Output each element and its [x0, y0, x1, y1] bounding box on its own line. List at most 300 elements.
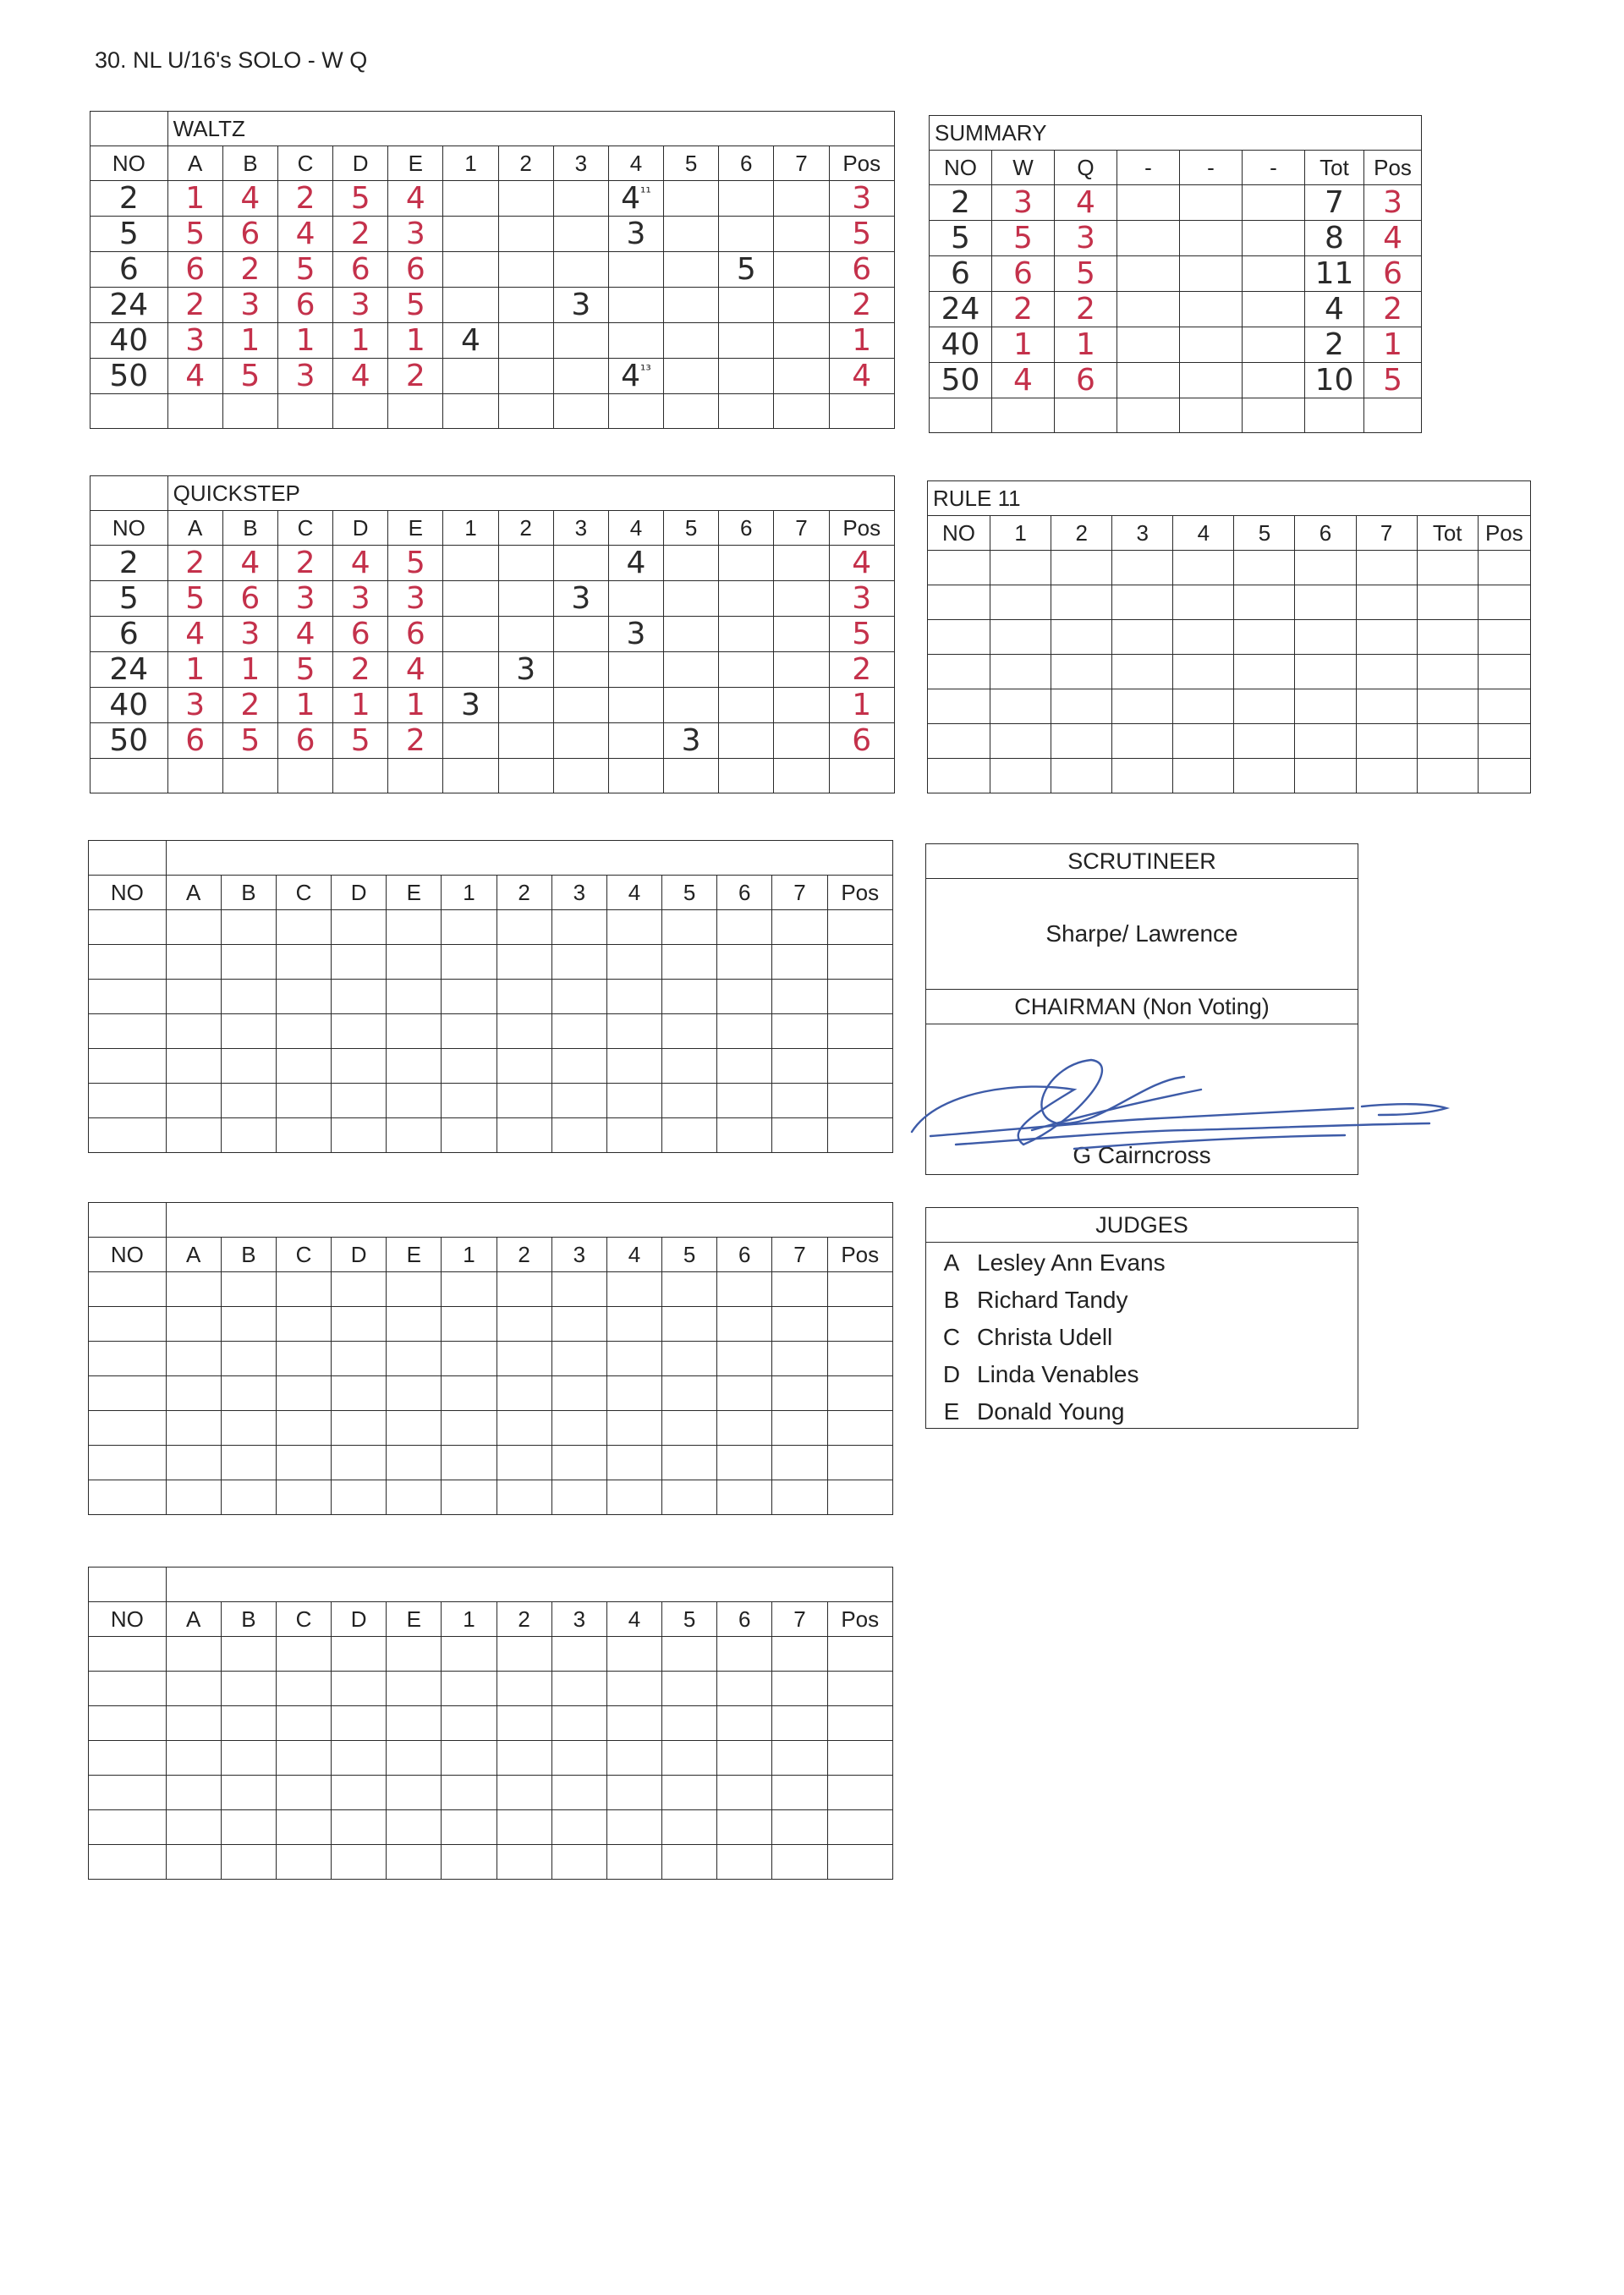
column-header: B	[221, 1602, 276, 1637]
table-row	[89, 1307, 893, 1342]
empty-cell	[1117, 327, 1180, 363]
empty-cell	[827, 1342, 893, 1376]
column-header: Pos	[1364, 151, 1422, 185]
column-header: 7	[774, 511, 829, 546]
judge-mark: 3	[167, 688, 222, 723]
empty-cell	[166, 1741, 221, 1776]
empty-cell	[928, 620, 990, 655]
empty-cell	[1295, 551, 1356, 585]
column-header: C	[277, 511, 332, 546]
empty-cell	[166, 1672, 221, 1706]
empty-cell	[717, 1014, 772, 1049]
empty-cell	[717, 980, 772, 1014]
judge-mark: 1	[333, 323, 388, 359]
tally-cell	[774, 217, 829, 252]
column-header: 5	[664, 146, 719, 181]
empty-cell	[608, 394, 663, 429]
competitor-number: 50	[91, 723, 168, 759]
table-row	[930, 363, 1422, 398]
empty-cell	[772, 1706, 827, 1741]
empty-cell	[772, 910, 827, 945]
empty-cell	[608, 759, 663, 793]
column-header: 6	[719, 511, 774, 546]
empty-cell	[606, 1776, 661, 1810]
empty-cell	[717, 1741, 772, 1776]
empty-cell	[276, 1480, 331, 1515]
empty-cell	[89, 1845, 167, 1880]
tally-cell: $4^{^{13}}$	[608, 359, 663, 394]
total-cell: 8	[1305, 221, 1364, 256]
tally-cell	[664, 217, 719, 252]
empty-cell	[551, 1118, 606, 1153]
tally-cell	[719, 617, 774, 652]
column-header: 5	[664, 511, 719, 546]
tally-cell	[774, 546, 829, 581]
tally-cell	[608, 288, 663, 323]
empty-cell	[1478, 655, 1530, 689]
empty-cell	[387, 1307, 442, 1342]
empty-cell	[606, 1084, 661, 1118]
empty-cell	[1234, 655, 1295, 689]
empty-cell	[387, 945, 442, 980]
tally-cell	[608, 652, 663, 688]
tally-cell	[608, 723, 663, 759]
position-cell: 1	[829, 323, 895, 359]
judge-mark: 3	[222, 617, 277, 652]
empty-cell	[497, 1741, 551, 1776]
empty-cell	[166, 1845, 221, 1880]
empty-cell	[89, 910, 167, 945]
tally-cell	[553, 252, 608, 288]
tally-cell	[719, 652, 774, 688]
judge-mark: 5	[388, 546, 443, 581]
judge-letter: E	[943, 1398, 960, 1425]
position-cell: 4	[829, 546, 895, 581]
empty-cell	[276, 1014, 331, 1049]
empty-cell	[1117, 363, 1180, 398]
empty-cell	[1112, 655, 1173, 689]
empty-cell	[221, 1014, 276, 1049]
empty-cell	[772, 1480, 827, 1515]
empty-cell	[332, 1706, 387, 1741]
table-row	[89, 1049, 893, 1084]
empty-cell	[89, 1672, 167, 1706]
judge-mark: 1	[277, 688, 332, 723]
empty-cell	[497, 945, 551, 980]
empty-cell	[551, 1411, 606, 1446]
column-header: 7	[1356, 516, 1417, 551]
column-header: 1	[442, 876, 497, 910]
empty-cell	[827, 1014, 893, 1049]
empty-cell	[497, 1014, 551, 1049]
empty-cell	[662, 1342, 717, 1376]
empty-cell	[497, 1272, 551, 1307]
table-row	[89, 945, 893, 980]
position-cell: 4	[829, 359, 895, 394]
empty-cell	[772, 1049, 827, 1084]
quickstep-place: 3	[1055, 221, 1117, 256]
empty-cell	[332, 1446, 387, 1480]
rule11-title: RULE 11	[928, 481, 1531, 516]
tally-cell: 3	[608, 617, 663, 652]
empty-cell	[772, 1776, 827, 1810]
judge-mark: 5	[388, 288, 443, 323]
empty-cell	[772, 1118, 827, 1153]
empty-cell	[772, 1810, 827, 1845]
judge-mark: 4	[222, 546, 277, 581]
judge-mark: 3	[167, 323, 222, 359]
tally-cell	[498, 723, 553, 759]
column-header: 2	[498, 146, 553, 181]
judge-mark: 5	[277, 252, 332, 288]
empty-cell	[1173, 551, 1234, 585]
column-header: Pos	[1478, 516, 1530, 551]
column-header: 6	[719, 146, 774, 181]
column-header: A	[166, 1238, 221, 1272]
summary-title: SUMMARY	[930, 116, 1422, 151]
empty-cell	[551, 1446, 606, 1480]
table-row	[91, 181, 895, 217]
empty-cell	[827, 1411, 893, 1446]
tally-cell	[719, 546, 774, 581]
table-row	[91, 217, 895, 252]
judge-mark: 1	[388, 323, 443, 359]
empty-cell	[276, 1307, 331, 1342]
table-corner	[91, 112, 168, 146]
table-row	[89, 1776, 893, 1810]
empty-cell	[1478, 689, 1530, 724]
judge-mark: 6	[167, 723, 222, 759]
empty-cell	[221, 1637, 276, 1672]
column-header: 7	[772, 1238, 827, 1272]
empty-cell	[276, 1272, 331, 1307]
empty-cell	[717, 1272, 772, 1307]
table-row	[91, 652, 895, 688]
table-row	[91, 617, 895, 652]
chairman-label: CHAIRMAN (Non Voting)	[926, 989, 1358, 1024]
column-header: 3	[553, 511, 608, 546]
tally-cell	[608, 323, 663, 359]
position-cell: 5	[829, 617, 895, 652]
empty-cell	[551, 1672, 606, 1706]
empty-cell	[606, 1342, 661, 1376]
empty-cell	[387, 1084, 442, 1118]
empty-cell	[497, 1810, 551, 1845]
empty-cell	[990, 759, 1051, 793]
tally-cell	[719, 323, 774, 359]
tally-cell	[608, 581, 663, 617]
column-header: 2	[497, 1238, 551, 1272]
judge-name: Donald Young	[977, 1398, 1125, 1425]
empty-cell	[276, 1411, 331, 1446]
table-row	[930, 221, 1422, 256]
tally-cell	[498, 581, 553, 617]
tally-cell: 5	[719, 252, 774, 288]
empty-cell	[497, 1307, 551, 1342]
empty-cell	[772, 1307, 827, 1342]
empty-cell	[772, 1084, 827, 1118]
empty-cell	[1295, 620, 1356, 655]
column-header: E	[388, 511, 443, 546]
empty-cell	[606, 1845, 661, 1880]
empty-cell	[1173, 655, 1234, 689]
empty-cell	[551, 910, 606, 945]
empty-cell	[166, 1342, 221, 1376]
empty-cell	[553, 759, 608, 793]
tally-cell: 3	[443, 688, 498, 723]
empty-cell	[990, 689, 1051, 724]
empty-cell	[829, 394, 895, 429]
column-header: NO	[91, 511, 168, 546]
empty-cell	[662, 1014, 717, 1049]
empty-cell	[829, 759, 895, 793]
empty-cell	[772, 1672, 827, 1706]
judge-mark: 1	[333, 688, 388, 723]
column-header: 5	[662, 876, 717, 910]
empty-cell	[1112, 585, 1173, 620]
empty-cell	[1417, 759, 1478, 793]
empty-cell	[89, 1446, 167, 1480]
empty-cell	[827, 1845, 893, 1880]
judge-mark: 4	[388, 181, 443, 217]
empty-cell	[551, 1376, 606, 1411]
empty-cell	[772, 980, 827, 1014]
table-row	[91, 688, 895, 723]
judge-mark: 6	[277, 723, 332, 759]
position-cell: 5	[1364, 363, 1422, 398]
column-header: E	[388, 146, 443, 181]
table-row	[930, 292, 1422, 327]
empty-cell	[277, 759, 332, 793]
empty-cell	[1243, 221, 1305, 256]
tally-cell	[498, 359, 553, 394]
empty-cell	[662, 1376, 717, 1411]
empty-cell	[387, 1118, 442, 1153]
empty-cell	[717, 1480, 772, 1515]
table-row	[89, 1014, 893, 1049]
column-header: 7	[772, 876, 827, 910]
judge-mark: 5	[333, 723, 388, 759]
tally-cell	[498, 323, 553, 359]
empty-cell	[1234, 724, 1295, 759]
scrutineer-name: Sharpe/ Lawrence	[1045, 920, 1238, 947]
empty-cell	[1243, 292, 1305, 327]
empty-cell	[717, 1446, 772, 1480]
judge-letter: D	[942, 1361, 961, 1387]
table-row	[89, 1672, 893, 1706]
empty-cell	[89, 1637, 167, 1672]
empty-cell	[387, 1672, 442, 1706]
column-header: NO	[89, 1238, 167, 1272]
empty-cell	[276, 1845, 331, 1880]
column-header: C	[277, 146, 332, 181]
empty-cell	[1417, 585, 1478, 620]
empty-cell	[990, 620, 1051, 655]
judge-mark: 1	[222, 323, 277, 359]
empty-cell	[221, 1741, 276, 1776]
empty-cell	[276, 1049, 331, 1084]
judge-mark: 2	[388, 359, 443, 394]
competitor-number: 2	[91, 181, 168, 217]
empty-cell	[221, 1342, 276, 1376]
column-header: 6	[717, 1602, 772, 1637]
tally-cell	[443, 617, 498, 652]
empty-cell	[1364, 398, 1422, 433]
empty-cell	[992, 398, 1055, 433]
empty-cell	[772, 1014, 827, 1049]
empty-cell	[662, 1672, 717, 1706]
empty-cell	[606, 1672, 661, 1706]
empty-cell	[774, 759, 829, 793]
empty-cell	[166, 1810, 221, 1845]
blank-dance-table	[88, 1567, 893, 1880]
empty-cell	[551, 1776, 606, 1810]
empty-cell	[606, 1741, 661, 1776]
empty-cell	[89, 1084, 167, 1118]
empty-cell	[277, 394, 332, 429]
waltz-place: 2	[992, 292, 1055, 327]
empty-cell	[497, 1049, 551, 1084]
empty-cell	[990, 585, 1051, 620]
empty-cell	[276, 1446, 331, 1480]
empty-cell	[664, 759, 719, 793]
empty-cell	[827, 1307, 893, 1342]
judge-name: Linda Venables	[977, 1361, 1139, 1387]
waltz-place: 5	[992, 221, 1055, 256]
tally-cell	[664, 359, 719, 394]
competitor-number: 24	[930, 292, 992, 327]
empty-cell	[89, 980, 167, 1014]
competitor-number: 50	[930, 363, 992, 398]
empty-cell	[717, 1845, 772, 1880]
empty-cell	[442, 1480, 497, 1515]
empty-cell	[333, 759, 388, 793]
tally-cell	[664, 581, 719, 617]
empty-cell	[990, 724, 1051, 759]
judge-row	[926, 1282, 1358, 1319]
empty-cell	[89, 1014, 167, 1049]
total-cell: 11	[1305, 256, 1364, 292]
empty-cell	[1243, 327, 1305, 363]
column-header: Tot	[1417, 516, 1478, 551]
column-header: Pos	[829, 146, 895, 181]
empty-cell	[276, 1342, 331, 1376]
tally-cell: 3	[498, 652, 553, 688]
table-row	[89, 1411, 893, 1446]
blank-dance-table	[88, 840, 893, 1153]
empty-cell	[827, 945, 893, 980]
judge-row	[926, 1319, 1358, 1356]
empty-cell	[221, 1049, 276, 1084]
judge-mark: 3	[222, 288, 277, 323]
competitor-number: 6	[930, 256, 992, 292]
empty-cell	[276, 945, 331, 980]
table-row	[89, 1741, 893, 1776]
tally-cell	[774, 252, 829, 288]
table-row	[91, 723, 895, 759]
judge-letter: A	[943, 1249, 960, 1276]
judge-mark: 6	[333, 617, 388, 652]
column-header: 3	[551, 1602, 606, 1637]
empty-cell	[388, 759, 443, 793]
tally-cell	[719, 288, 774, 323]
empty-cell	[662, 1307, 717, 1342]
empty-cell	[827, 1049, 893, 1084]
column-header: C	[276, 1602, 331, 1637]
competitor-number: 24	[91, 288, 168, 323]
judge-mark: 5	[167, 217, 222, 252]
empty-cell	[928, 724, 990, 759]
judge-mark: 2	[388, 723, 443, 759]
empty-cell	[1051, 585, 1112, 620]
empty-cell	[928, 759, 990, 793]
empty-cell	[1478, 620, 1530, 655]
empty-cell	[606, 1272, 661, 1307]
empty-cell	[332, 1084, 387, 1118]
empty-cell	[717, 1084, 772, 1118]
judge-mark: 4	[277, 617, 332, 652]
waltz-place: 3	[992, 185, 1055, 221]
empty-cell	[717, 1307, 772, 1342]
empty-cell	[827, 910, 893, 945]
empty-cell	[332, 1810, 387, 1845]
competitor-number: 5	[91, 581, 168, 617]
judge-mark: 2	[222, 252, 277, 288]
tally-cell	[664, 181, 719, 217]
column-header: A	[166, 876, 221, 910]
empty-cell	[497, 1706, 551, 1741]
column-header: Q	[1055, 151, 1117, 185]
empty-cell	[551, 1049, 606, 1084]
table-corner	[89, 1203, 167, 1238]
judge-mark: 6	[222, 217, 277, 252]
empty-cell	[497, 1376, 551, 1411]
empty-cell	[497, 1446, 551, 1480]
empty-cell	[166, 1480, 221, 1515]
position-cell: 6	[829, 723, 895, 759]
judge-name: Richard Tandy	[977, 1287, 1128, 1313]
empty-cell	[606, 1480, 661, 1515]
empty-cell	[551, 1480, 606, 1515]
tally-cell	[498, 217, 553, 252]
empty-cell	[606, 1307, 661, 1342]
empty-cell	[662, 1446, 717, 1480]
empty-cell	[606, 1706, 661, 1741]
empty-cell	[1051, 724, 1112, 759]
empty-cell	[442, 910, 497, 945]
table-row	[930, 256, 1422, 292]
judge-mark: 2	[222, 688, 277, 723]
empty-cell	[827, 1741, 893, 1776]
tally-cell	[553, 181, 608, 217]
empty-cell	[387, 1272, 442, 1307]
judge-row	[926, 1356, 1358, 1393]
empty-cell	[442, 1307, 497, 1342]
empty-cell	[443, 759, 498, 793]
tally-cell	[774, 581, 829, 617]
table-row	[89, 980, 893, 1014]
judge-mark: 6	[167, 252, 222, 288]
quickstep-place: 4	[1055, 185, 1117, 221]
empty-cell	[276, 1741, 331, 1776]
page-title: 30. NL U/16's SOLO - W Q	[95, 47, 368, 73]
empty-cell	[717, 945, 772, 980]
empty-cell	[1295, 689, 1356, 724]
empty-cell	[497, 1637, 551, 1672]
empty-cell	[332, 1776, 387, 1810]
tally-cell	[719, 688, 774, 723]
empty-cell	[1234, 620, 1295, 655]
